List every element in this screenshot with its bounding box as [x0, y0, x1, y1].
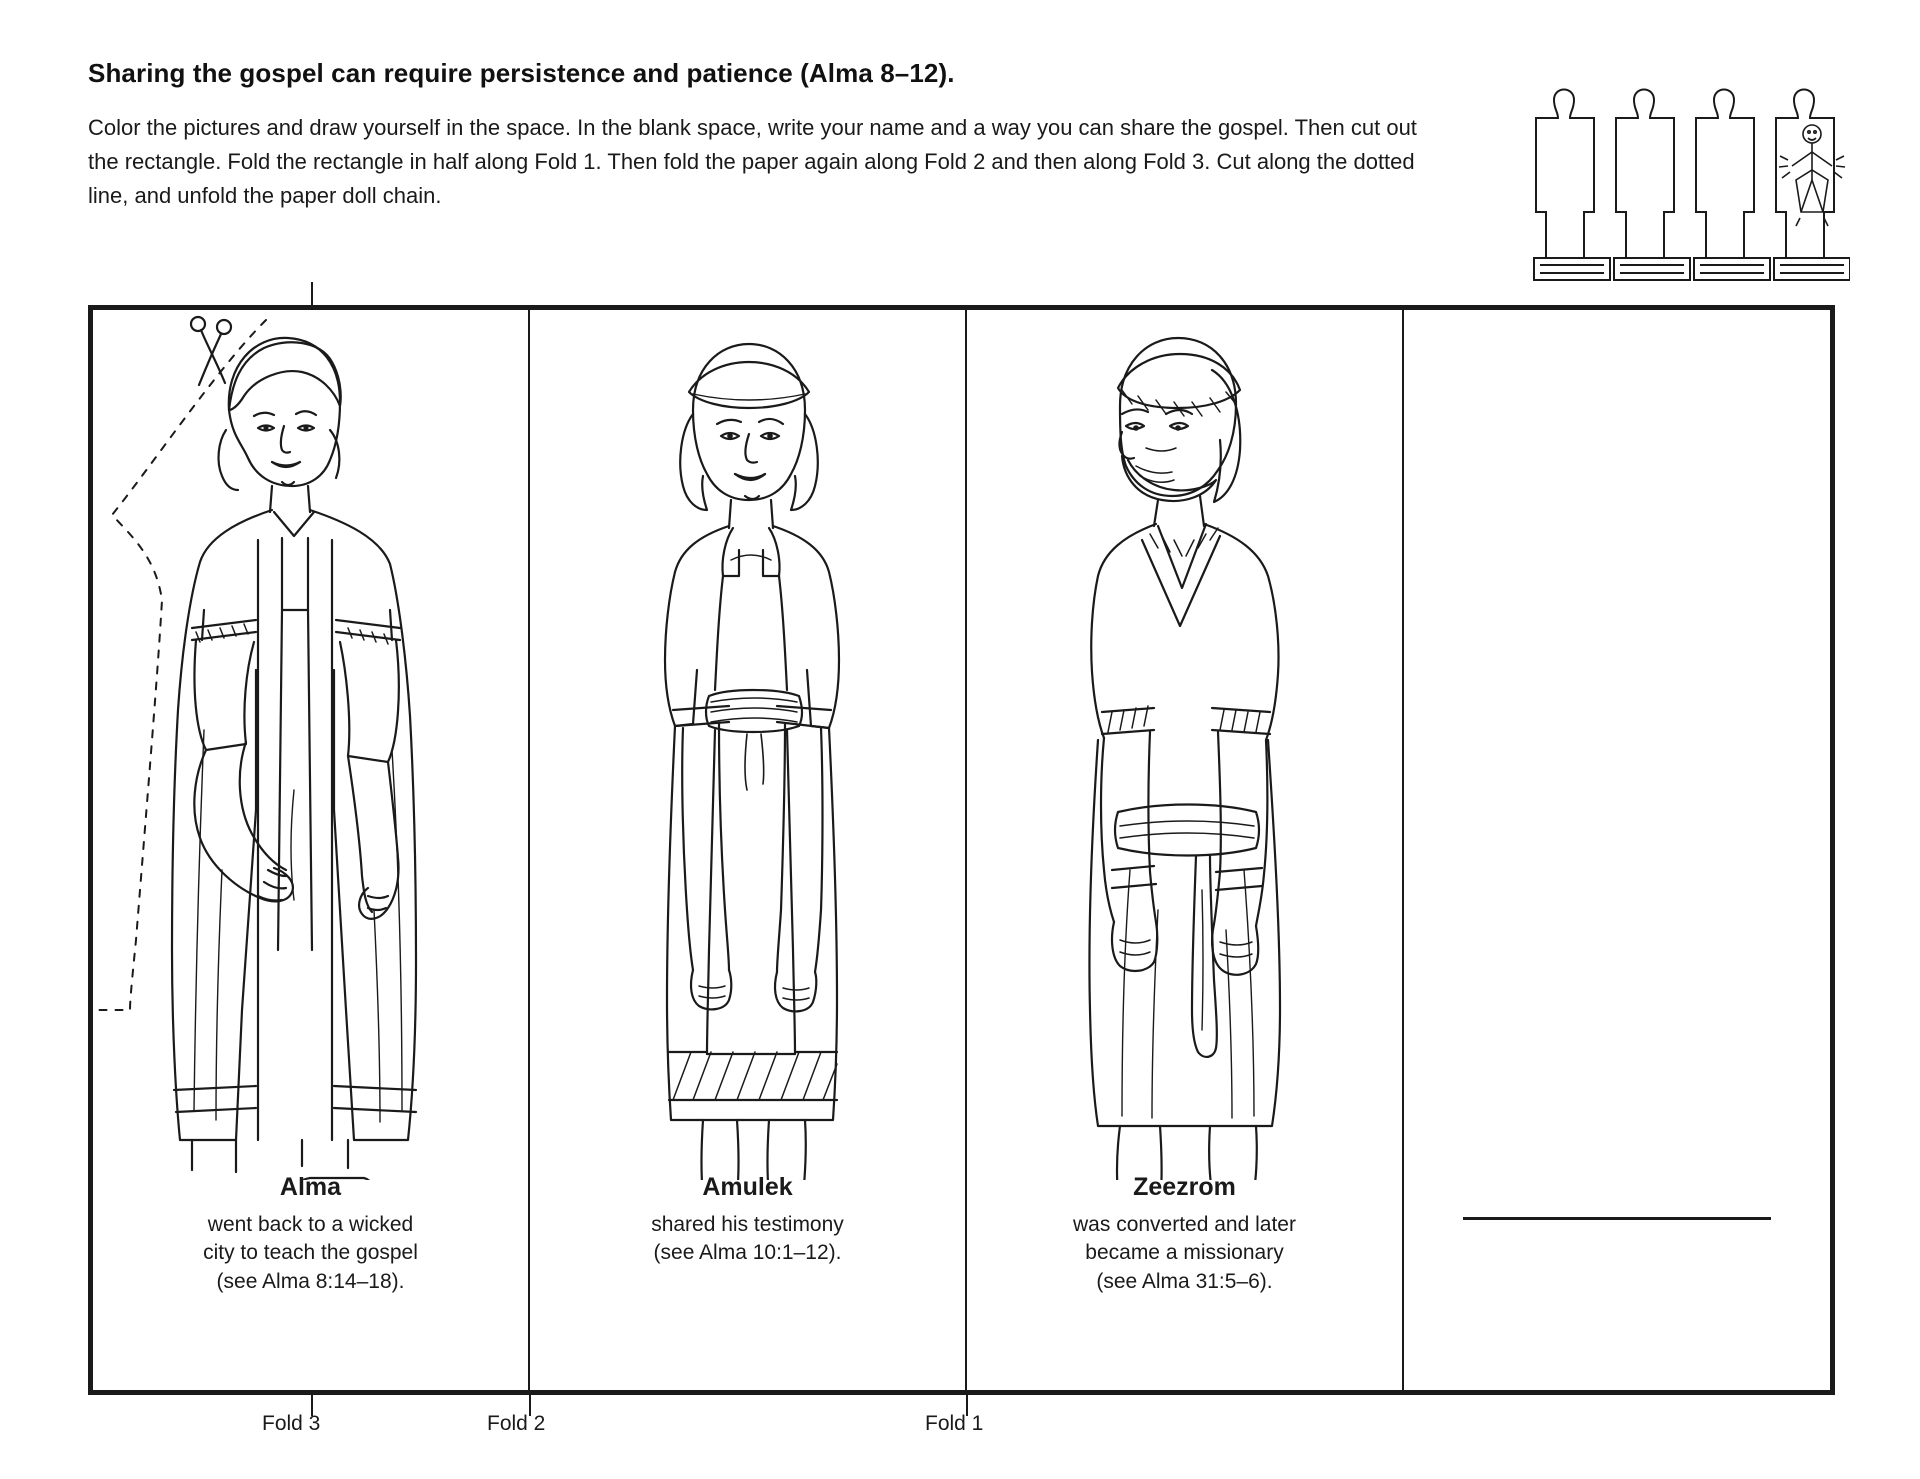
panel-draw-yourself[interactable]: [1404, 310, 1830, 1390]
alma-line-3: (see Alma 8:14–18).: [216, 1270, 405, 1294]
fold-2-label: Fold 2: [487, 1412, 546, 1435]
panel-amulek: [530, 310, 967, 1390]
zeezrom-caption: [967, 1170, 1402, 1297]
page-title: Sharing the gospel can require persistence and patience (Alma 8–12).: [88, 58, 955, 88]
amulek-line-2: (see Alma 10:1–12).: [653, 1241, 842, 1265]
amulek-line-1: shared his testimony: [651, 1212, 844, 1236]
alma-figure: [93, 310, 528, 1180]
amulek-figure: [530, 310, 965, 1180]
amulek-name: Amulek: [702, 1173, 793, 1201]
alma-line-2: city to teach the gospel: [203, 1241, 418, 1265]
zeezrom-line-1: was converted and later: [1073, 1212, 1296, 1236]
zeezrom-line-3: (see Alma 31:5–6).: [1096, 1270, 1273, 1294]
panel-zeezrom: [967, 310, 1404, 1390]
alma-name: Alma: [279, 1173, 342, 1201]
fold-1-label: Fold 1: [925, 1412, 984, 1435]
alma-caption: [93, 1170, 528, 1297]
panel-alma: [93, 310, 530, 1390]
cut-out-rectangle: [88, 305, 1835, 1395]
name-write-line[interactable]: [1463, 1217, 1771, 1220]
scissors-icon: [185, 315, 239, 394]
instructions-text: Color the pictures and draw yourself in the space. In the blank space, write your name and a way you can share the gospel. Then cut out the rectangle. Fold the rectangle in half along Fold 1. Then fold the paper again along Fold 2 and then along Fold 3. Cut along the dotted line, and unfold the paper doll chain.: [88, 115, 1417, 209]
paper-doll-chain-thumbnail: [1520, 62, 1850, 287]
fold-3-tick-top: [311, 282, 313, 308]
zeezrom-figure: [967, 310, 1402, 1180]
amulek-caption: [530, 1170, 965, 1268]
page-header: [88, 58, 1448, 213]
zeezrom-name: Zeezrom: [1133, 1173, 1236, 1201]
fold-3-label: Fold 3: [262, 1412, 321, 1435]
alma-line-1: went back to a wicked: [207, 1212, 414, 1236]
zeezrom-line-2: became a missionary: [1085, 1241, 1284, 1265]
